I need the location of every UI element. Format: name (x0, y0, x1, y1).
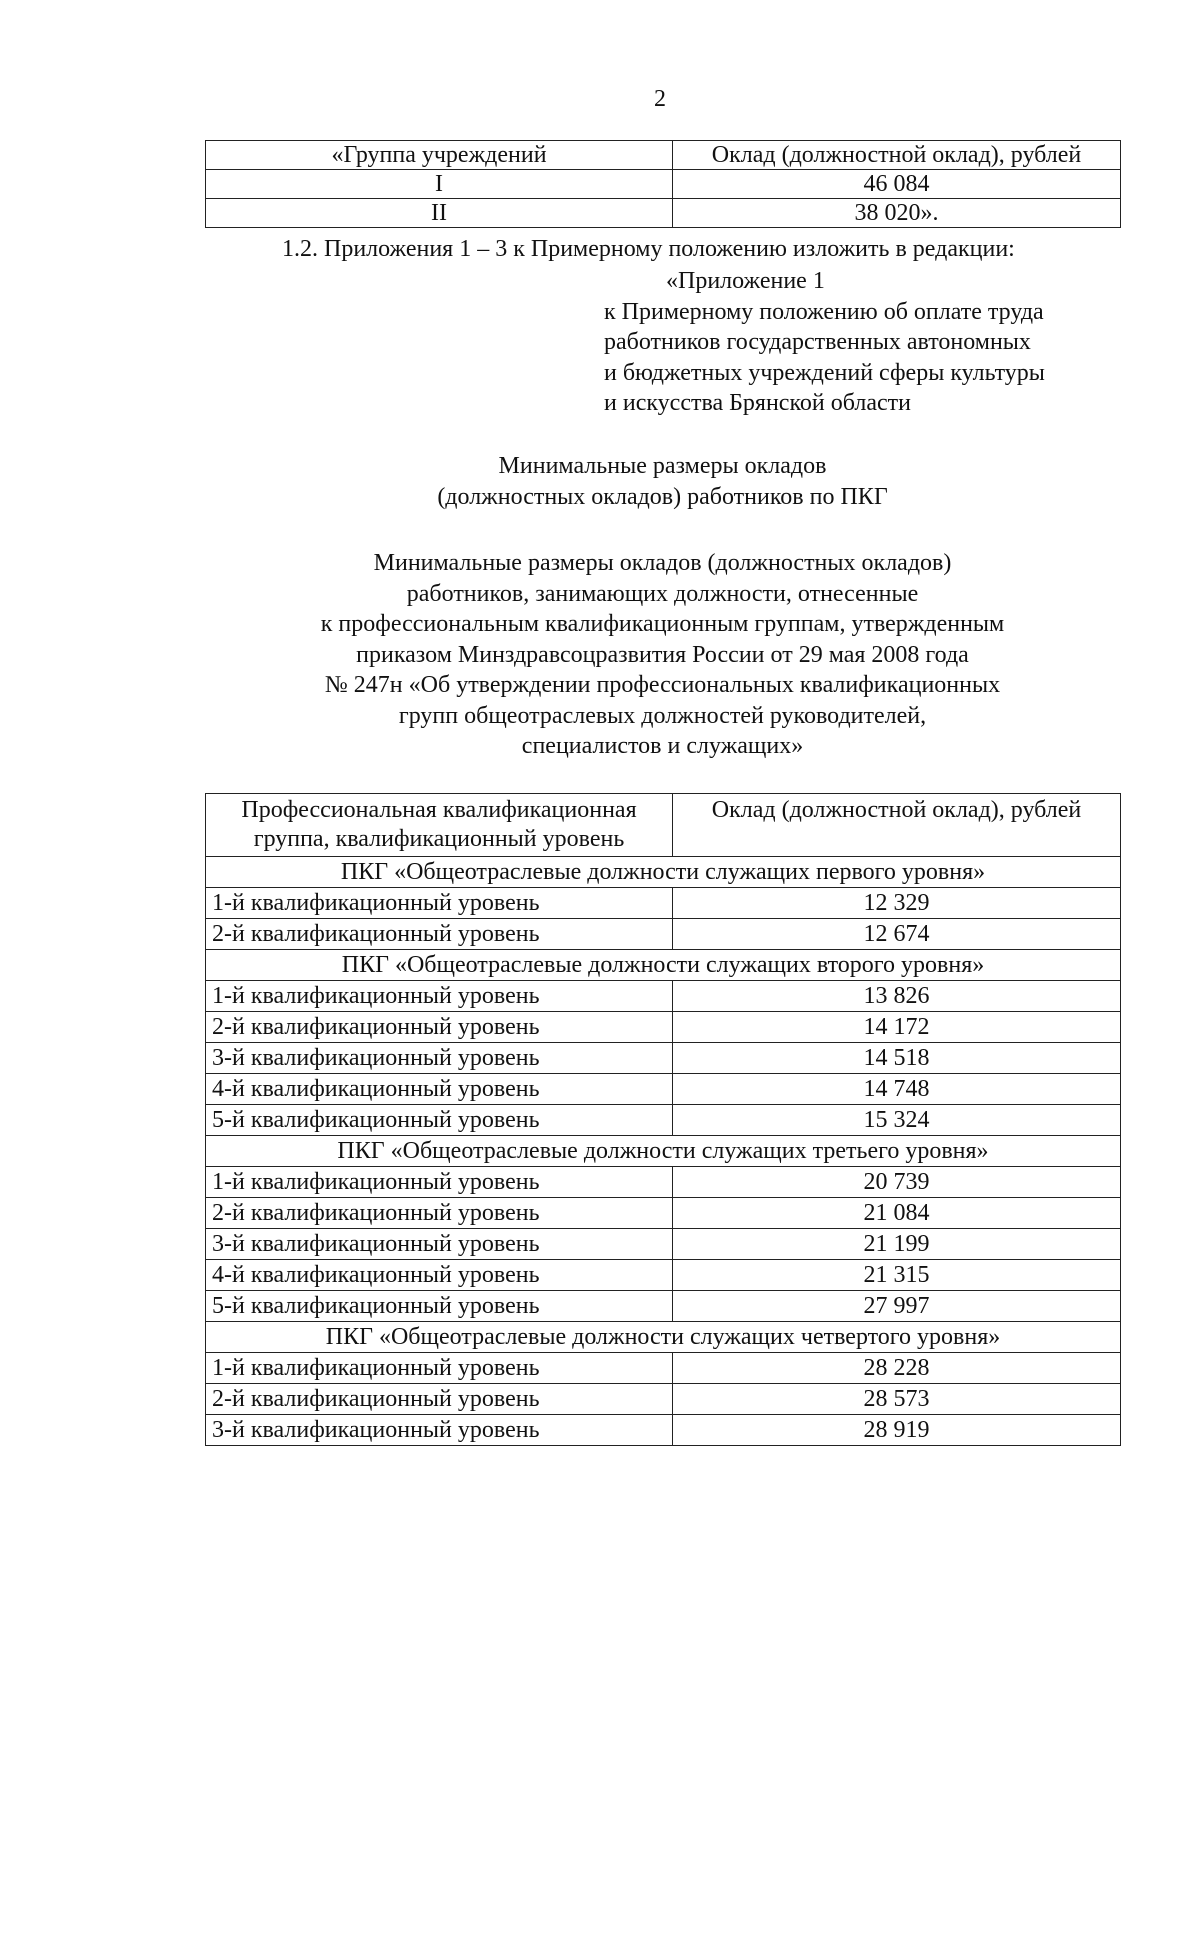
salary-cell: 46 084 (673, 170, 1121, 199)
column-header-group: «Группа учреждений (206, 141, 673, 170)
table-row (206, 981, 1121, 1012)
subheading-line: Минимальные размеры окладов (должностных окладов) (373, 550, 952, 576)
salary-cell: 14 172 (673, 1012, 1121, 1043)
annex-title: «Приложение 1 (666, 268, 825, 294)
group-cell: II (206, 199, 673, 228)
group-title-cell: ПКГ «Общеотраслевые должности служащих третьего уровня» (206, 1136, 1121, 1167)
subheading-line: групп общеотраслевых должностей руководителей, (398, 702, 927, 729)
amendment-paragraph: 1.2. Приложения 1 – 3 к Примерному положению изложить в редакции: (282, 236, 1015, 262)
table-row (206, 1012, 1121, 1043)
salary-cell: 28 573 (673, 1384, 1121, 1415)
table-row (206, 199, 1121, 228)
subheading-line: к профессиональным квалификационным группам, утвержденным (320, 611, 1005, 637)
annex-line: к Примерному положению об оплате труда (604, 298, 1044, 325)
salary-cell: 13 826 (673, 981, 1121, 1012)
annex-header (604, 266, 1045, 419)
salary-cell: 12 329 (673, 888, 1121, 919)
table-header-row (206, 794, 1121, 857)
salary-cell: 21 084 (673, 1198, 1121, 1229)
salary-cell: 21 199 (673, 1229, 1121, 1260)
group-row (206, 857, 1121, 888)
table-header-row (206, 141, 1121, 170)
subheading-line: специалистов и служащих» (521, 733, 804, 759)
salary-cell: 20 739 (673, 1167, 1121, 1198)
table-row (206, 1415, 1121, 1446)
salary-cell: 14 748 (673, 1074, 1121, 1105)
salary-cell: 28 228 (673, 1353, 1121, 1384)
qualification-level-cell: 1-й квалификационный уровень (206, 888, 673, 919)
qualification-level-cell: 1-й квалификационный уровень (206, 1167, 673, 1198)
table-row (206, 888, 1121, 919)
column-header-qualification: Профессиональная квалификационная группа, квалификационный уровень (206, 794, 673, 857)
document-subheading (205, 548, 1120, 762)
qualification-level-cell: 5-й квалификационный уровень (206, 1105, 673, 1136)
qualification-level-cell: 1-й квалификационный уровень (206, 1353, 673, 1384)
heading-line: (должностных окладов) работников по ПКГ (437, 483, 888, 510)
subheading-line: работников, занимающих должности, отнесенные (406, 580, 919, 607)
table-row (206, 1198, 1121, 1229)
salary-cell: 38 020». (673, 199, 1121, 228)
annex-line: работников государственных автономных (604, 329, 1031, 355)
table-row (206, 919, 1121, 950)
pkg-salary-table (205, 793, 1121, 1446)
qualification-level-cell: 2-й квалификационный уровень (206, 1384, 673, 1415)
table-row (206, 1043, 1121, 1074)
salary-cell: 15 324 (673, 1105, 1121, 1136)
table-row (206, 1074, 1121, 1105)
group-title-cell: ПКГ «Общеотраслевые должности служащих четвертого уровня» (206, 1322, 1121, 1353)
group-row (206, 1322, 1121, 1353)
salary-cell: 27 997 (673, 1291, 1121, 1322)
subheading-line: приказом Минздравсоцразвития России от 29 мая 2008 года (356, 641, 969, 668)
institution-group-salary-table (205, 140, 1121, 228)
annex-line: и искусства Брянской области (604, 390, 911, 416)
qualification-level-cell: 4-й квалификационный уровень (206, 1074, 673, 1105)
qualification-level-cell: 3-й квалификационный уровень (206, 1043, 673, 1074)
table-row (206, 1167, 1121, 1198)
subheading-line: № 247н «Об утверждении профессиональных квалификационных (324, 672, 1001, 698)
column-header-salary: Оклад (должностной оклад), рублей (673, 141, 1121, 170)
table-row (206, 1353, 1121, 1384)
salary-cell: 28 919 (673, 1415, 1121, 1446)
table-row (206, 1229, 1121, 1260)
group-title-cell: ПКГ «Общеотраслевые должности служащих второго уровня» (206, 950, 1121, 981)
qualification-level-cell: 1-й квалификационный уровень (206, 981, 673, 1012)
table-row (206, 1291, 1121, 1322)
salary-cell: 14 518 (673, 1043, 1121, 1074)
heading-line: Минимальные размеры окладов (498, 453, 827, 479)
group-row (206, 950, 1121, 981)
document-heading (205, 451, 1120, 512)
column-header-salary: Оклад (должностной оклад), рублей (673, 794, 1121, 857)
qualification-level-cell: 5-й квалификационный уровень (206, 1291, 673, 1322)
group-title-cell: ПКГ «Общеотраслевые должности служащих первого уровня» (206, 857, 1121, 888)
annex-line: и бюджетных учреждений сферы культуры (604, 359, 1045, 386)
table-row (206, 1105, 1121, 1136)
salary-cell: 12 674 (673, 919, 1121, 950)
table-row (206, 1260, 1121, 1291)
qualification-level-cell: 2-й квалификационный уровень (206, 1012, 673, 1043)
group-row (206, 1136, 1121, 1167)
qualification-level-cell: 3-й квалификационный уровень (206, 1415, 673, 1446)
page-number: 2 (654, 86, 666, 112)
qualification-level-cell: 2-й квалификационный уровень (206, 1198, 673, 1229)
table-row (206, 170, 1121, 199)
table-row (206, 1384, 1121, 1415)
group-cell: I (206, 170, 673, 199)
qualification-level-cell: 4-й квалификационный уровень (206, 1260, 673, 1291)
qualification-level-cell: 3-й квалификационный уровень (206, 1229, 673, 1260)
salary-cell: 21 315 (673, 1260, 1121, 1291)
qualification-level-cell: 2-й квалификационный уровень (206, 919, 673, 950)
